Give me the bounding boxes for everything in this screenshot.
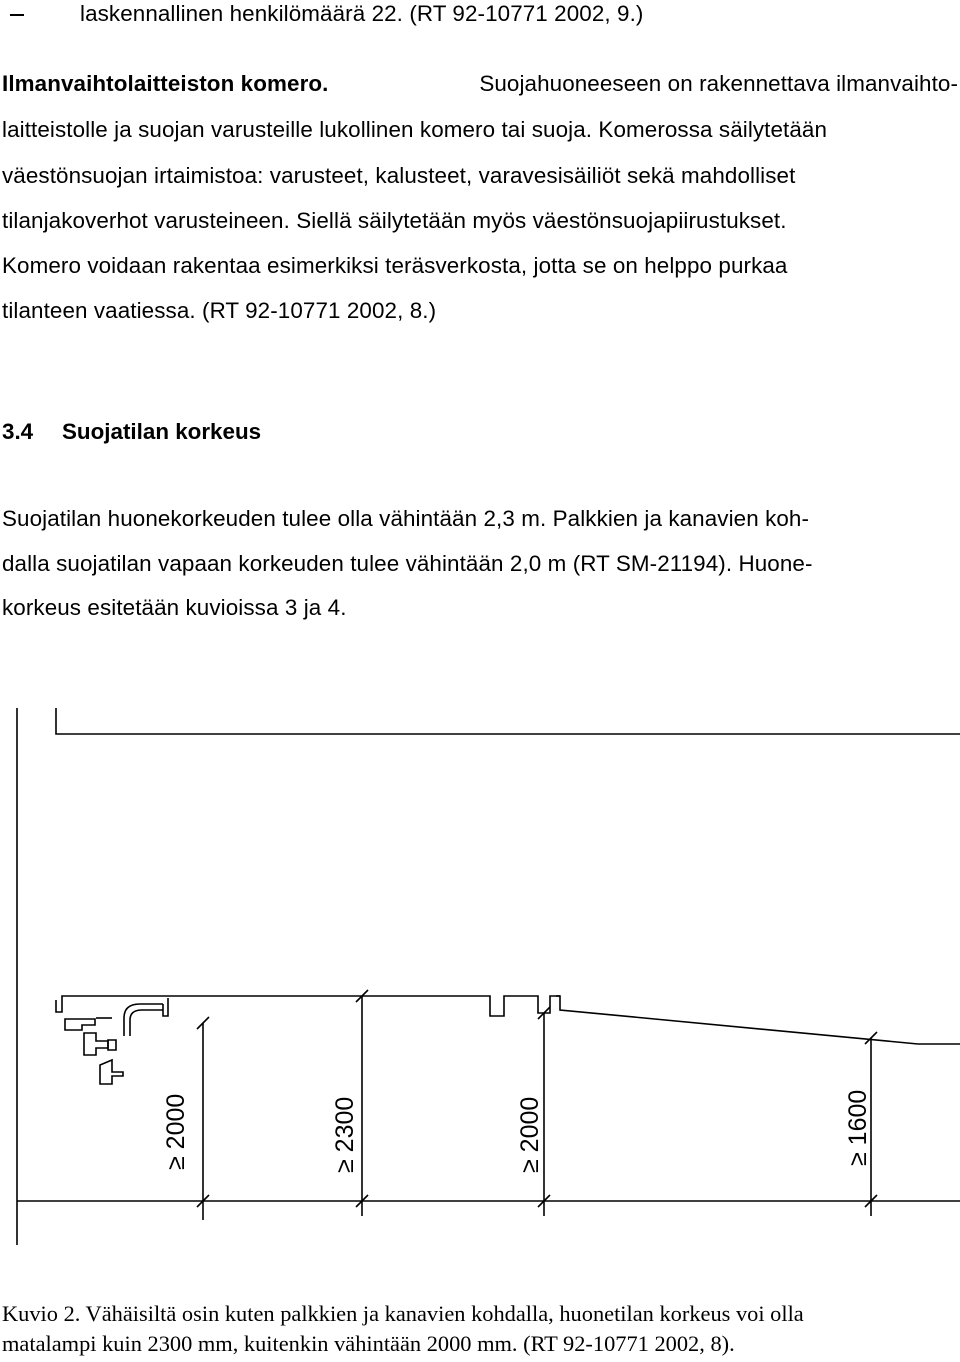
paragraph2-line3: korkeus esitetään kuvioissa 3 ja 4. [2,595,347,620]
dimension-label-3: ≥ 2000 [516,1096,544,1173]
paragraph1-line3: väestönsuojan irtaimistoa: varusteet, kalusteet, varavesisäiliöt sekä mahdolliset [2,163,796,188]
paragraph1-line2: laitteistolle ja suojan varusteille lukollinen komero tai suoja. Komerossa säilytetään [2,117,828,142]
section-heading [2,418,261,446]
paragraph1-line4: tilanjakoverhot varusteineen. Siellä säilytetään myös väestönsuojapiirustukset. [2,208,787,233]
floor-slab-outline [56,996,918,1044]
section-number: 3.4 [2,419,34,444]
paragraph2-line2: dalla suojatilan vapaan korkeuden tulee vähintään 2,0 m (RT SM-21194). Huone- [2,551,813,576]
figure-caption-line2: matalampi kuin 2300 mm, kuitenkin vähintään 2000 mm. (RT 92-10771 2002, 8). [2,1331,735,1356]
paragraph1-line5: Komero voidaan rakentaa esimerkiksi teräsverkosta, jotta se on helppo purkaa [2,253,788,278]
paragraph1-line1-rest: Suojahuoneeseen on rakennettava ilmanvaihto- [479,71,958,96]
paragraph1-lead: Ilmanvaihtolaitteiston komero. [2,71,329,96]
paragraph1-line1 [2,70,958,98]
bullet-text: laskennallinen henkilömäärä 22. (RT 92-10771 2002, 9.) [80,1,644,26]
dimension-label-2: ≥ 2300 [331,1096,359,1173]
section-title: Suojatilan korkeus [62,419,262,444]
paragraph1-line6: tilanteen vaatiessa. (RT 92-10771 2002, 8.) [2,298,437,323]
duct-symbol [65,998,168,1084]
ceiling-line [56,708,960,734]
dash-bullet-icon [10,14,24,16]
figure-caption-line1: Kuvio 2. Vähäisiltä osin kuten palkkien ja kanavien kohdalla, huonetilan korkeus voi olla [2,1301,804,1326]
dimension-label-1: ≥ 2000 [162,1093,190,1170]
paragraph2-line1: Suojatilan huonekorkeuden tulee olla vähintään 2,3 m. Palkkien ja kanavien koh- [2,506,810,531]
section-drawing [0,700,960,1260]
dimension-label-4: ≥ 1600 [844,1089,872,1166]
